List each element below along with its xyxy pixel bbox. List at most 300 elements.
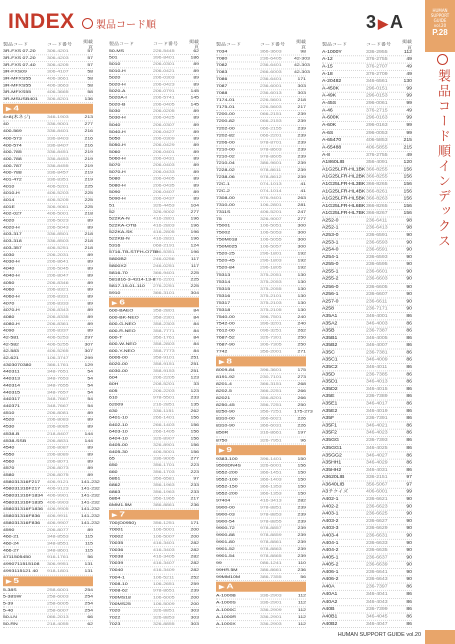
code-number: 356-1965 bbox=[153, 496, 175, 502]
table-row bbox=[3, 307, 93, 314]
table-row bbox=[322, 181, 412, 188]
column-header-page: 掲載頁 bbox=[401, 39, 412, 51]
table-row bbox=[322, 386, 412, 393]
page-number: 141-232 bbox=[81, 479, 100, 485]
table-row bbox=[322, 225, 412, 232]
table-row bbox=[322, 606, 412, 613]
code-number: 296-0163 bbox=[366, 122, 388, 128]
page-number: 62 bbox=[193, 48, 199, 54]
code-number: 396-3201 bbox=[260, 321, 282, 327]
page-number: 89 bbox=[87, 459, 93, 464]
code-number: 276-2251 bbox=[153, 283, 175, 289]
table-row bbox=[3, 500, 100, 507]
product-code: 6405-00 bbox=[109, 442, 128, 448]
table-row bbox=[216, 209, 306, 216]
product-code: 3R-FXS 07-20 bbox=[3, 55, 36, 61]
product-code: 403-317 bbox=[3, 232, 22, 237]
product-code: 5-38S bbox=[3, 587, 17, 592]
column-header-code: 製品コード bbox=[322, 42, 348, 48]
product-code: 4520 bbox=[3, 417, 15, 423]
table-row bbox=[3, 472, 93, 479]
page-number: 223 bbox=[190, 469, 199, 475]
arrow-right-icon: ▶ bbox=[6, 579, 12, 585]
code-number: 236-7381 bbox=[366, 350, 388, 355]
code-number: 406-3665 bbox=[47, 90, 69, 95]
table-row bbox=[109, 567, 199, 574]
code-number: 375-2055 bbox=[260, 286, 282, 292]
table-row bbox=[3, 115, 93, 122]
page-number: 197 bbox=[297, 430, 306, 436]
table-row bbox=[109, 176, 199, 183]
code-number: 206-8831 bbox=[47, 438, 69, 444]
table-row bbox=[3, 252, 93, 259]
table-row bbox=[216, 477, 306, 484]
table-row bbox=[109, 209, 199, 216]
product-code: 440371 bbox=[3, 404, 20, 409]
code-number: 336-1151 bbox=[153, 409, 175, 414]
code-number: 366-8265 bbox=[366, 181, 388, 187]
table-row bbox=[322, 144, 412, 151]
table-row bbox=[109, 355, 199, 362]
product-code: 4060-H bbox=[3, 294, 20, 299]
table-row bbox=[109, 476, 199, 483]
product-code: 5020-B bbox=[109, 102, 126, 108]
code-number: 206-8641 bbox=[47, 259, 69, 265]
table-row bbox=[3, 122, 93, 129]
code-number: 416-2831 bbox=[153, 236, 175, 242]
page-number: 89 bbox=[193, 75, 199, 81]
table-row bbox=[3, 232, 93, 239]
table-row bbox=[3, 273, 93, 280]
page-number: 117 bbox=[190, 263, 199, 269]
product-code: A35F2 bbox=[322, 430, 338, 436]
table-row bbox=[3, 458, 93, 465]
code-number: 336-2903 bbox=[260, 593, 282, 599]
table-row bbox=[3, 614, 93, 621]
table-row bbox=[216, 560, 306, 567]
product-code: 97404 bbox=[216, 498, 231, 503]
product-code: 5816-70 bbox=[109, 270, 128, 276]
code-number: 366-8267 bbox=[366, 210, 388, 216]
page-number: 115 bbox=[84, 534, 93, 540]
page-number: 239 bbox=[297, 505, 306, 510]
product-code: 7210-00 bbox=[216, 146, 235, 152]
code-number: 266-1401 bbox=[153, 416, 175, 421]
page-number: 156 bbox=[403, 166, 412, 172]
table-row bbox=[3, 149, 93, 156]
code-number: 336-2151 bbox=[366, 474, 388, 480]
product-code: A35GG2 bbox=[322, 452, 342, 458]
code-number: 356-1761 bbox=[153, 335, 175, 340]
table-row bbox=[109, 277, 199, 284]
table-row bbox=[216, 374, 306, 381]
product-code: 7311S bbox=[216, 209, 231, 215]
code-number: 375-2053 bbox=[260, 279, 282, 285]
product-code: A35B2 bbox=[322, 342, 338, 348]
table-row bbox=[216, 497, 306, 504]
page-number: 90 bbox=[406, 284, 412, 290]
table-row bbox=[3, 293, 93, 300]
page-number: 86 bbox=[406, 350, 412, 355]
page-number: 130 bbox=[297, 279, 306, 285]
table-row bbox=[109, 223, 199, 230]
product-code: 700MS25 bbox=[109, 601, 131, 607]
page-number: 150 bbox=[297, 477, 306, 482]
product-code: 9552-200 bbox=[216, 491, 238, 496]
code-number: 258-6001 bbox=[47, 587, 69, 592]
table-row bbox=[216, 258, 306, 265]
page-number: 131 bbox=[84, 562, 93, 567]
code-number: 978-8853 bbox=[260, 512, 282, 517]
code-number: 336-9001 bbox=[47, 122, 69, 127]
code-number: 366-2251 bbox=[260, 388, 282, 394]
code-number: 236-6405 bbox=[260, 56, 282, 61]
code-number: 406-5201 bbox=[260, 209, 282, 215]
table-row bbox=[322, 540, 412, 547]
page-number: 58 bbox=[87, 69, 93, 75]
product-code: A254-0 bbox=[322, 247, 339, 253]
index-subtitle-text: 製品コード順 bbox=[96, 20, 156, 31]
page-number: 156 bbox=[403, 196, 412, 202]
product-code: 4030-H bbox=[3, 259, 20, 265]
page-number: 239 bbox=[297, 160, 306, 166]
page-number: 49 bbox=[406, 108, 412, 114]
product-code: A-1000C bbox=[216, 607, 237, 613]
table-row bbox=[3, 177, 93, 184]
product-code: 466-27 bbox=[3, 548, 19, 554]
product-code: 3R-MSUSB401 bbox=[3, 97, 38, 102]
product-code: 70035 bbox=[109, 541, 124, 546]
page-number: 217 bbox=[297, 105, 306, 110]
page-number: 307 bbox=[84, 349, 93, 354]
code-number: 346-4023 bbox=[366, 430, 388, 436]
table-row bbox=[109, 162, 199, 169]
product-code: 7023 bbox=[109, 621, 121, 627]
page-number: 89 bbox=[193, 69, 199, 74]
page-number: 225 bbox=[190, 277, 199, 282]
page-number: 156 bbox=[297, 463, 306, 468]
code-number: 416-3401 bbox=[153, 541, 175, 546]
page-number: 86 bbox=[406, 335, 412, 341]
code-number: 978-8861 bbox=[260, 540, 282, 545]
page-number: 239 bbox=[297, 512, 306, 517]
page-number: 89 bbox=[87, 472, 93, 478]
page-number: 200 bbox=[190, 595, 199, 600]
code-number: 416-3413 bbox=[260, 498, 282, 503]
circle-icon bbox=[82, 18, 93, 29]
product-code: 4070 bbox=[3, 301, 15, 306]
page-number: 223 bbox=[190, 463, 199, 468]
code-number: 336-8455 bbox=[47, 163, 69, 169]
table-row bbox=[3, 479, 100, 486]
product-code: 3R-MFXS55 bbox=[3, 83, 32, 89]
product-code: A256-0 bbox=[322, 284, 339, 290]
product-code: A403-2 bbox=[322, 518, 339, 524]
code-number: 106-2651 bbox=[153, 581, 175, 587]
code-number: 106-3747 bbox=[47, 356, 69, 361]
product-code: A35C bbox=[322, 350, 335, 355]
code-number: 396-8401 bbox=[153, 55, 175, 61]
table-row bbox=[216, 621, 306, 628]
product-code: A404-1 bbox=[322, 540, 339, 546]
product-code: 522KA-N bbox=[109, 216, 130, 222]
page-letter-range bbox=[366, 12, 403, 33]
page-number: 196 bbox=[190, 250, 199, 255]
table-row bbox=[322, 100, 412, 107]
code-number: 366-8261 bbox=[366, 188, 388, 194]
table-row bbox=[322, 115, 412, 122]
code-number: 236-6603 bbox=[366, 276, 388, 282]
table-row bbox=[322, 335, 412, 342]
code-number: 376-2709 bbox=[366, 71, 388, 77]
table-row bbox=[216, 251, 306, 258]
product-code: 6405-30 bbox=[109, 449, 128, 455]
code-number: 206-5741 bbox=[153, 95, 175, 101]
table-row bbox=[322, 591, 412, 598]
table-row bbox=[216, 195, 306, 202]
code-number: 366-1353 bbox=[260, 484, 282, 489]
page-number: 54 bbox=[87, 376, 93, 382]
table-row bbox=[3, 600, 93, 607]
table-row bbox=[109, 203, 199, 210]
page-number: 233 bbox=[190, 483, 199, 488]
code-number: 206-0301 bbox=[153, 62, 175, 67]
code-number: 346-4025 bbox=[366, 445, 388, 451]
code-number: 396-1401 bbox=[260, 456, 282, 461]
product-code: 5-38SW bbox=[3, 594, 22, 599]
code-number: 326-6001 bbox=[260, 463, 282, 468]
table-row bbox=[216, 230, 306, 237]
code-number: 236-7393 bbox=[366, 438, 388, 443]
code-number: 296-0153 bbox=[366, 93, 388, 99]
product-code: 4990711515108 bbox=[3, 562, 40, 567]
table-row bbox=[216, 335, 306, 342]
code-number: 416-3407 bbox=[153, 561, 175, 566]
code-number: 266-1405 bbox=[153, 429, 175, 434]
code-number: 348-7651 bbox=[47, 369, 69, 375]
code-number: 978-8857 bbox=[260, 526, 282, 531]
page-number: 239 bbox=[297, 119, 306, 124]
page-number: 303 bbox=[190, 615, 199, 620]
product-code: 400-573 bbox=[3, 136, 22, 141]
code-number: 206-0425 bbox=[153, 116, 175, 121]
table-row bbox=[3, 486, 100, 493]
page-number: 99 bbox=[406, 93, 412, 99]
code-number: 236-7387 bbox=[366, 328, 388, 334]
section-header bbox=[3, 104, 93, 114]
product-code: 6862 bbox=[109, 483, 121, 488]
page-number: 99 bbox=[406, 122, 412, 128]
code-number: 206-8083 bbox=[47, 417, 69, 423]
code-number: 206-0405 bbox=[153, 102, 175, 108]
table-row bbox=[322, 49, 412, 56]
product-code: 4303070380 bbox=[3, 362, 32, 368]
table-row bbox=[109, 581, 199, 588]
page-number: 225 bbox=[84, 197, 93, 203]
table-row bbox=[109, 55, 199, 62]
table-row bbox=[216, 216, 306, 223]
page-number: 86 bbox=[406, 584, 412, 590]
code-number: 346-4027 bbox=[366, 452, 388, 458]
product-code: A255-1 bbox=[322, 269, 339, 275]
page-number: 84 bbox=[193, 335, 199, 340]
table-row bbox=[109, 142, 199, 149]
code-number: 416-3409 bbox=[153, 568, 175, 573]
code-number: 206-8075 bbox=[47, 472, 69, 478]
page-number: 218 bbox=[84, 239, 93, 244]
code-number: 106-5009 bbox=[153, 601, 175, 607]
page-number: 89 bbox=[87, 314, 93, 320]
table-row bbox=[109, 608, 199, 615]
table-row bbox=[322, 437, 412, 444]
product-code: 458031316F836 bbox=[3, 520, 41, 526]
page-number: 86 bbox=[406, 342, 412, 348]
page-number: 262 bbox=[297, 328, 306, 334]
table-row bbox=[322, 349, 412, 356]
product-code: 5090 bbox=[109, 189, 121, 195]
table-row bbox=[322, 620, 412, 627]
page-number: 84 bbox=[193, 308, 199, 314]
product-code: 42-581 bbox=[3, 335, 19, 340]
page-number: 196 bbox=[190, 223, 199, 228]
page-number: 216 bbox=[84, 136, 93, 141]
page-number: 129 bbox=[84, 362, 93, 368]
product-code: A35E1 bbox=[322, 401, 338, 407]
product-code: 8250-45 bbox=[216, 402, 235, 408]
table-row bbox=[109, 482, 199, 489]
code-number: 978-8603 bbox=[260, 146, 282, 152]
product-code: 9900-03 bbox=[216, 512, 235, 517]
page-number: 200 bbox=[190, 601, 199, 607]
page-number: 89 bbox=[193, 62, 199, 67]
page-number: 300 bbox=[297, 244, 306, 250]
table-row bbox=[3, 348, 93, 355]
product-code: 7086 bbox=[216, 77, 228, 82]
table-row bbox=[216, 539, 306, 546]
page-number: 54 bbox=[87, 397, 93, 402]
page-number: 90 bbox=[406, 240, 412, 246]
section-letter: 7 bbox=[119, 510, 125, 519]
page-number: 117 bbox=[190, 257, 199, 262]
page-number: 89 bbox=[193, 183, 199, 188]
table-row bbox=[216, 153, 306, 160]
table-row bbox=[109, 149, 199, 156]
code-number: 296-0061 bbox=[366, 101, 388, 106]
product-code: 70039 bbox=[109, 561, 124, 566]
page-number: 86 bbox=[406, 621, 412, 627]
table-row bbox=[109, 527, 199, 534]
table-row bbox=[3, 163, 93, 170]
page-number: 90 bbox=[406, 276, 412, 282]
page-number: 90 bbox=[406, 496, 412, 502]
table-row bbox=[216, 286, 306, 293]
table-row bbox=[109, 216, 199, 223]
code-number: 236-6637 bbox=[366, 555, 388, 561]
code-number: 236-6013 bbox=[260, 91, 282, 96]
table-row bbox=[109, 442, 199, 449]
product-code: 402-027 bbox=[3, 211, 22, 217]
table-row bbox=[109, 256, 199, 263]
page-number: 218 bbox=[84, 211, 93, 217]
page-number: 89 bbox=[87, 424, 93, 430]
product-code: 7087 bbox=[216, 84, 228, 89]
product-code: 9383-100 bbox=[216, 456, 238, 461]
page-number: 282 bbox=[190, 541, 199, 546]
table-row bbox=[109, 62, 199, 69]
page-number: 266 bbox=[297, 395, 306, 401]
page-number: 89 bbox=[87, 218, 93, 224]
table-row bbox=[322, 554, 412, 561]
table-row bbox=[216, 567, 306, 574]
page-number: 90 bbox=[406, 562, 412, 568]
product-code: 5316 bbox=[109, 243, 121, 249]
page-number: 218 bbox=[84, 246, 93, 251]
table-row bbox=[216, 90, 306, 97]
product-code: 400-788 bbox=[3, 156, 22, 162]
page-number: 86 bbox=[406, 423, 412, 429]
code-number: 206-8073 bbox=[47, 466, 69, 471]
code-number: 358-9151 bbox=[153, 362, 175, 367]
page-number: 217 bbox=[190, 496, 199, 502]
product-code: A402-2 bbox=[322, 504, 339, 509]
product-code: 70036 bbox=[109, 548, 124, 553]
page-number: 89 bbox=[87, 417, 93, 423]
code-number: 206-8047 bbox=[47, 273, 69, 279]
code-number: 206-8077 bbox=[47, 527, 69, 533]
page-number: 144 bbox=[84, 431, 93, 437]
table-row bbox=[109, 429, 199, 436]
product-code: 7083 bbox=[216, 70, 228, 75]
table-row bbox=[216, 402, 306, 409]
page-number: 86 bbox=[406, 416, 412, 421]
page-number: 239 bbox=[297, 112, 306, 117]
product-code: A406-2 bbox=[322, 577, 339, 583]
table-row bbox=[322, 159, 412, 166]
page-number: 99 bbox=[406, 130, 412, 136]
product-code: A-15 bbox=[322, 64, 333, 70]
product-code: 3R-FXS09 bbox=[3, 69, 27, 75]
product-code: 5020-H bbox=[109, 82, 126, 87]
page-number: 239 bbox=[297, 174, 306, 180]
product-code: 660 bbox=[109, 469, 118, 475]
code-number: 336-8501 bbox=[47, 232, 69, 237]
table-row bbox=[322, 195, 412, 202]
code-number: 366-8265 bbox=[366, 203, 388, 209]
code-number: 336-8451 bbox=[47, 149, 69, 155]
table-row bbox=[322, 408, 412, 415]
product-code: A40B2 bbox=[322, 621, 338, 627]
page-number: 156 bbox=[190, 436, 199, 441]
code-number: 406-5205 bbox=[47, 197, 69, 203]
page-number: 251 bbox=[190, 369, 199, 374]
table-row bbox=[216, 491, 306, 498]
table-row bbox=[3, 335, 93, 342]
code-number: 978-8863 bbox=[260, 547, 282, 552]
product-code: 42-583 bbox=[3, 349, 19, 354]
table-row bbox=[322, 93, 412, 100]
table-row bbox=[3, 245, 93, 252]
code-number: 346-1903 bbox=[47, 115, 69, 121]
product-code: 6030-00 bbox=[109, 369, 128, 374]
page-number: 123 bbox=[190, 389, 199, 394]
table-row bbox=[3, 383, 93, 390]
page-number: 86 bbox=[406, 379, 412, 385]
table-row bbox=[322, 254, 412, 261]
table-row bbox=[109, 534, 199, 541]
table-row bbox=[109, 601, 199, 608]
page-number: 219 bbox=[84, 163, 93, 169]
code-number: 236-6001 bbox=[260, 84, 282, 89]
